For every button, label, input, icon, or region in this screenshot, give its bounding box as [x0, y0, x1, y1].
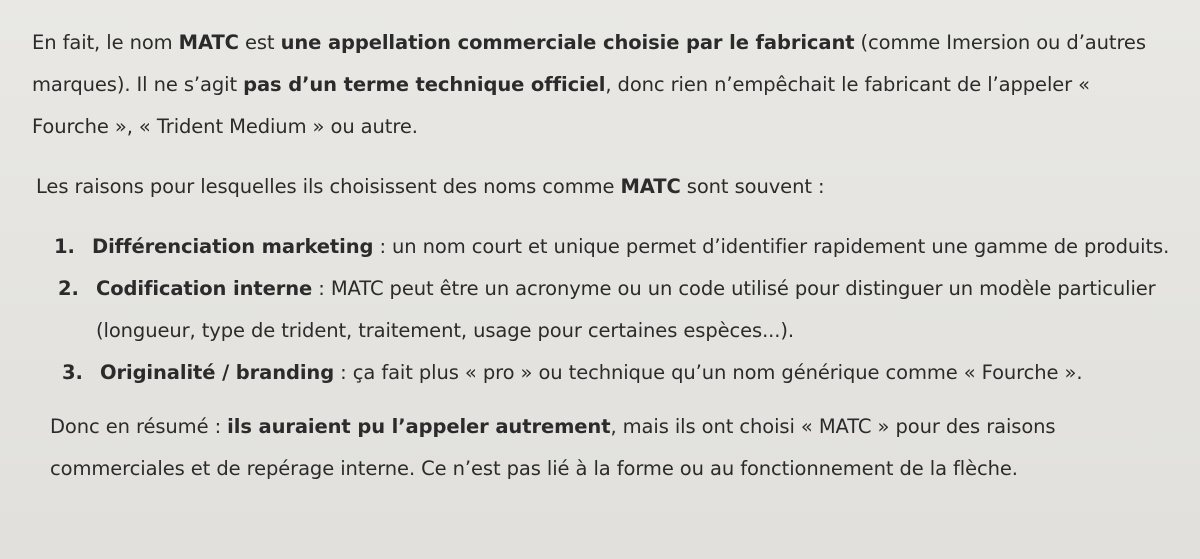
list-item	[36, 268, 1170, 352]
intro-text-1: En fait, le nom	[32, 31, 179, 54]
list-item	[32, 226, 1170, 268]
summary-text-2: , mais ils ont choisi « MATC » pour des raisons commerciales et de repérage interne. Ce n’est pas lié à la forme ou au fonctionnement de la flèche.	[50, 415, 1056, 480]
summary-bold: ils auraient pu l’appeler autrement	[227, 415, 611, 438]
intro-text-4: , donc rien n’empêchait le fabricant de l’appeler « Fourche », « Trident Medium » ou autre.	[32, 73, 1091, 138]
list-item-number: 1.	[54, 235, 75, 258]
list-item-title: Originalité / branding	[100, 361, 335, 384]
reasons-text-1: Les raisons pour lesquelles ils choisissent des noms comme	[36, 175, 621, 198]
reasons-bold-matc: MATC	[620, 175, 681, 198]
reasons-list	[30, 226, 1170, 394]
intro-bold-matc: MATC	[178, 31, 239, 54]
reasons-intro-paragraph	[36, 166, 1170, 208]
intro-text-3: (comme Imersion ou d’autres marques). Il ne s’agit	[32, 31, 1146, 96]
list-item-title: Codification interne	[96, 277, 313, 300]
intro-text-2: est	[238, 31, 281, 54]
list-item-text: : MATC peut être un acronyme ou un code utilisé pour distinguer un modèle particulier (longueur, type de trident, traitement, usage pour certaines espèces...).	[96, 277, 1156, 342]
reasons-text-2: sont souvent :	[680, 175, 825, 198]
summary-text-1: Donc en résumé :	[50, 415, 228, 438]
intro-bold-appellation: une appellation commerciale choisie par le fabricant	[280, 31, 855, 54]
list-item-number: 2.	[58, 277, 79, 300]
list-item-title: Différenciation marketing	[92, 235, 374, 258]
intro-bold-not-technical: pas d’un terme technique officiel	[243, 73, 606, 96]
intro-paragraph	[32, 22, 1170, 148]
list-item	[40, 352, 1170, 394]
list-item-text: : un nom court et unique permet d’identifier rapidement une gamme de produits.	[373, 235, 1170, 258]
summary-paragraph	[50, 406, 1170, 490]
list-item-text: : ça fait plus « pro » ou technique qu’un nom générique comme « Fourche ».	[334, 361, 1083, 384]
list-item-number: 3.	[62, 361, 83, 384]
